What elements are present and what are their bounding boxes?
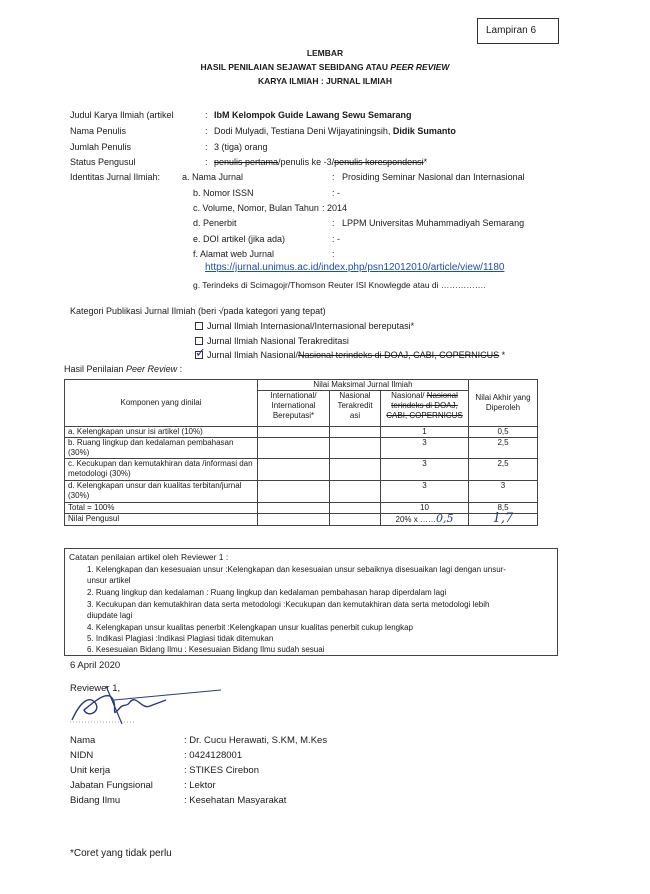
title-line2-italic: PEER REVIEW xyxy=(390,62,450,72)
item-b-key: b. Nomor ISSN xyxy=(193,188,254,198)
pengusul-akr xyxy=(330,514,381,526)
footnote: *Coret yang tidak perlu xyxy=(70,848,172,859)
catatan-header: Catatan penilaian artikel oleh Reviewer 1 : xyxy=(69,552,229,562)
total-int xyxy=(258,503,330,514)
kategori-label: Kategori Publikasi Jurnal Ilmiah (beri √pada kategori yang tepat) xyxy=(70,306,326,316)
tanggal: 6 April 2020 xyxy=(70,660,121,671)
judul-label: Judul Karya Ilmiah (artikel xyxy=(70,110,174,120)
reviewer-nama-value: : Dr. Cucu Herawati, S.KM, M.Kes xyxy=(184,735,328,746)
kategori-opt3-suffix: * xyxy=(499,350,506,360)
reviewer-nama-label: Nama xyxy=(70,735,96,746)
item-e-key: e. DOI artikel (jika ada) xyxy=(193,234,286,244)
row-akr xyxy=(330,438,381,459)
penulis-bold: Didik Sumanto xyxy=(392,126,456,136)
kategori-opt2[interactable] xyxy=(195,336,349,346)
reviewer-nidn-label: NIDN xyxy=(70,750,94,761)
checkbox-opt2[interactable] xyxy=(195,337,203,345)
item-f-key: f. Alamat web Jurnal xyxy=(193,249,275,259)
reviewer-bidang-label: Bidang Ilmu xyxy=(70,795,121,806)
hasil-text: Hasil Penilaian xyxy=(64,364,127,374)
row-nas: 3 xyxy=(381,438,469,459)
th-akhir: Nilai Akhir yang Diperoleh xyxy=(469,380,538,427)
title-line2-text: HASIL PENILAIAN SEJAWAT SEBIDANG ATAU xyxy=(200,62,391,72)
row-label: d. Kelengkapan unsur dan kualitas terbitan/jurnal (30%) xyxy=(65,481,258,503)
total-akr xyxy=(330,503,381,514)
total-akhir: 8,5 xyxy=(469,503,538,514)
item-a-key: a. Nama Jurnal xyxy=(182,172,244,182)
pengusul-int xyxy=(258,514,330,526)
item-f-colon: : xyxy=(332,249,335,259)
jumlah-colon: : xyxy=(205,142,208,152)
item-g: g. Terindeks di Scimagojr/Thomson Reuter ISI Knowlegde atau di ……………. xyxy=(193,280,486,290)
catatan-item: 1. Kelengkapan dan kesesuaian unsur :Kelengkapan dan kesesuaian unsur sebaiknya disesuaikan lagi dengan unsur- xyxy=(87,565,506,574)
row-akr xyxy=(330,481,381,503)
doc-title-line1: LEMBAR xyxy=(306,48,344,58)
catatan-item: unsur artikel xyxy=(87,576,131,585)
reviewer-jabatan-label: Jabatan Fungsional xyxy=(70,780,153,791)
table-row xyxy=(65,438,538,459)
kategori-opt3-prefix: Jurnal Ilmiah Nasional/ xyxy=(207,350,299,360)
row-nas: 1 xyxy=(381,427,469,438)
status-strike2: penulis korespondensi xyxy=(334,157,424,167)
table-row xyxy=(65,427,538,438)
checkbox-opt1[interactable] xyxy=(195,322,203,330)
pengusul-formula: 20% x …… xyxy=(395,515,436,524)
kategori-opt3[interactable] xyxy=(195,345,506,360)
item-d-colon: : xyxy=(332,218,335,228)
row-nas: 3 xyxy=(381,481,469,503)
judul-colon: : xyxy=(205,110,208,120)
kategori-opt3-strike: Nasional terindeks di DOAJ, CABI, COPERNICUS xyxy=(298,350,500,360)
status-colon: : xyxy=(205,157,208,167)
kategori-opt1-label: Jurnal Ilmiah Internasional/Internasional bereputasi* xyxy=(207,321,415,331)
reviewer-unit-label: Unit kerja xyxy=(70,765,111,776)
identitas-label: Identitas Jurnal Ilmiah: xyxy=(70,172,161,182)
item-b-colon: : - xyxy=(332,188,340,198)
row-akr xyxy=(330,427,381,438)
hasil-italic: Peer Review xyxy=(126,364,178,374)
th-nasional-pre: Nasional/ xyxy=(391,391,427,400)
row-int xyxy=(258,481,330,503)
checkbox-opt3[interactable] xyxy=(195,345,206,360)
th-nasional-akr: Nasional Terakredit asi xyxy=(330,391,381,427)
row-label: b. Ruang lingkup dan kedalaman pembahasan (30%) xyxy=(65,438,258,459)
item-c-key: c. Volume, Nomor, Bulan Tahun xyxy=(193,203,319,213)
total-nas: 10 xyxy=(381,503,469,514)
status-label: Status Pengusul xyxy=(70,157,136,167)
catatan-item: 4. Kelengkapan unsur kualitas penerbit :Kelengkapan unsur kualitas penerbit cukup lengkap xyxy=(87,623,413,632)
reviewer-label: Reviewer 1, xyxy=(70,683,121,694)
total-label: Total = 100% xyxy=(65,503,258,514)
pengusul-handwritten-2: 1,7 xyxy=(492,511,514,526)
catatan-item: diupdate lagi xyxy=(87,611,133,620)
status-star: * xyxy=(423,157,428,167)
jumlah-value: 3 (tiga) orang xyxy=(214,142,268,152)
catatan-item: 2. Ruang lingkup dan kedalaman : Ruang lingkup dan kedalaman pembahasan harap diperdalam lagi xyxy=(87,588,447,597)
th-komponen: Komponen yang dinilai xyxy=(65,380,258,427)
judul-value: IbM Kelompok Guide Lawang Sewu Semarang xyxy=(214,110,412,120)
status-mid: /penulis ke -3/ xyxy=(278,157,335,167)
hasil-colon: : xyxy=(177,364,183,374)
row-akhir: 3 xyxy=(469,481,538,503)
table-row xyxy=(65,481,538,503)
doc-title-line3: KARYA ILMIAH : JURNAL ILMIAH xyxy=(258,76,392,86)
check-mark-icon: ✓ xyxy=(195,345,206,360)
penulis-value xyxy=(214,126,456,136)
item-d-value: LPPM Universitas Muhammadiyah Semarang xyxy=(342,218,525,228)
kategori-opt1[interactable] xyxy=(195,321,414,331)
kategori-opt2-label: Jurnal Ilmiah Nasional Terakreditasi xyxy=(207,336,349,346)
penulis-colon: : xyxy=(205,126,208,136)
row-int xyxy=(258,459,330,481)
item-c-colon: : 2014 xyxy=(322,203,348,213)
table-row-pengusul xyxy=(65,514,538,526)
row-akr xyxy=(330,459,381,481)
jumlah-label: Jumlah Penulis xyxy=(70,142,132,152)
row-akhir: 2,5 xyxy=(469,438,538,459)
table-row-total xyxy=(65,503,538,514)
pengusul-handwritten-1: 0,5 xyxy=(435,512,454,525)
penulis-names: Dodi Mulyadi, Testiana Deni Wijayatiningsih, xyxy=(214,126,393,136)
th-nasional xyxy=(381,391,469,427)
pengusul-label: Nilai Pengusul xyxy=(65,514,258,526)
reviewer-nidn-value: : 0424128001 xyxy=(184,750,243,761)
catatan-item: 5. Indikasi Plagiasi :Indikasi Plagiasi tidak ditemukan xyxy=(87,634,274,643)
row-label: a. Kelengkapan unsur isi artikel (10%) xyxy=(65,427,258,438)
reviewer-unit-value: : STIKES Cirebon xyxy=(184,765,259,776)
jurnal-url-link[interactable]: https://jurnal.unimus.ac.id/index.php/psn12012010/article/view/1180 xyxy=(205,262,505,273)
row-akhir: 2,5 xyxy=(469,459,538,481)
item-e-colon: : - xyxy=(332,234,340,244)
catatan-item: 3. Kecukupan dan kemutakhiran data serta metodologi :Kecukupan dan kemutakhiran data serta metodologi lebih xyxy=(87,600,490,609)
lampiran-box: Lampiran 6 xyxy=(477,18,559,44)
th-nilai-maks: Nilai Maksimal Jurnal Ilmiah xyxy=(258,380,469,391)
status-strike1: penulis pertama xyxy=(214,157,279,167)
catatan-box xyxy=(64,548,558,656)
penilaian-table xyxy=(64,379,538,526)
doc-title-line2 xyxy=(0,62,650,72)
row-nas: 3 xyxy=(381,459,469,481)
row-int xyxy=(258,438,330,459)
hasil-label xyxy=(64,364,182,374)
item-d-key: d. Penerbit xyxy=(193,218,237,228)
row-label: c. Kecukupan dan kemutakhiran data /informasi dan metodologi (30%) xyxy=(65,459,258,481)
signature-image xyxy=(66,680,226,730)
item-a-colon: : xyxy=(332,172,335,182)
penulis-label: Nama Penulis xyxy=(70,126,127,136)
pengusul-akhir-cell xyxy=(469,511,538,526)
reviewer-bidang-value: : Kesehatan Masyarakat xyxy=(184,795,287,806)
th-nasional-strike: Nasional terindeks di DOAJ, CABI, COPERNICUS xyxy=(386,391,463,420)
status-value xyxy=(214,157,427,167)
row-int xyxy=(258,427,330,438)
pengusul-formula-cell xyxy=(381,514,469,526)
item-a-value: Prosiding Seminar Nasional dan Internasional xyxy=(342,172,525,182)
table-row xyxy=(65,459,538,481)
th-internasional: International/ International Bereputasi* xyxy=(258,391,330,427)
reviewer-jabatan-value: : Lektor xyxy=(184,780,216,791)
catatan-item: 6. Kesesuaian Bidang Ilmu : Kesesuaian Bidang Ilmu sudah sesuai xyxy=(87,645,325,654)
row-akhir: 0,5 xyxy=(469,427,538,438)
